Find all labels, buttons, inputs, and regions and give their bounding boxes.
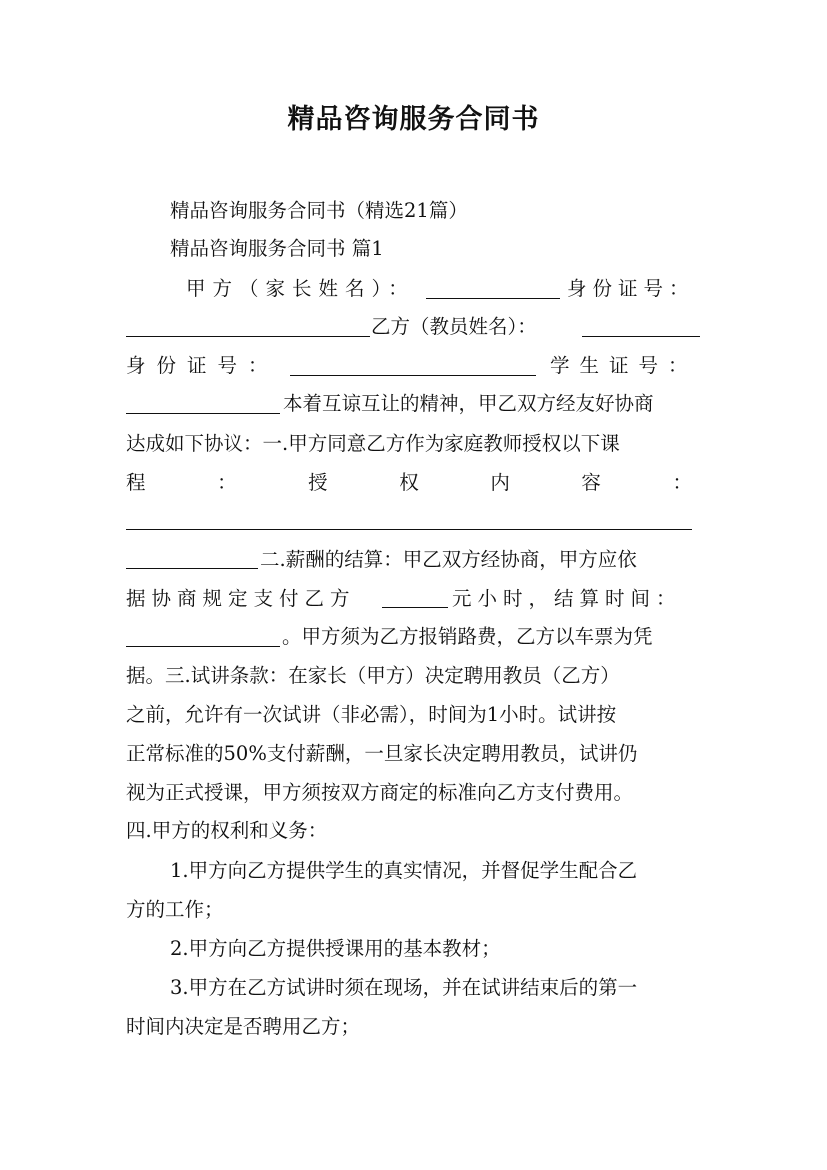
char: 授 — [308, 471, 328, 494]
list-item-continued: 方的工作； — [126, 898, 224, 921]
paragraph-line: 。甲方须为乙方报销路费，乙方以车票为凭 — [282, 625, 653, 648]
student-id-blank — [126, 413, 280, 414]
course-content-label — [126, 468, 692, 498]
char: 权 — [399, 471, 419, 494]
paragraph-line: 据。三.试讲条款：在家长（甲方）决定聘用教员（乙方） — [126, 664, 620, 687]
settlement-time-blank — [126, 646, 280, 647]
char: 内 — [490, 471, 510, 494]
paragraph-line: 之前，允许有一次试讲（非必需），时间为1小时。试讲按 — [126, 703, 617, 726]
party-b-id-blank — [290, 375, 536, 376]
section-heading: 四.甲方的权利和义务： — [126, 819, 328, 842]
party-b-name-blank — [582, 336, 700, 337]
char: 程 — [126, 471, 146, 494]
course-content-blank — [126, 529, 692, 530]
party-a-name-blank — [426, 298, 560, 299]
paragraph-line: 元小时，结算时间： — [452, 587, 682, 610]
hourly-rate-blank — [382, 607, 448, 608]
paragraph-line: 正常标准的50%支付薪酬，一旦家长决定聘用教员，试讲仍 — [126, 742, 638, 765]
list-item: 1.甲方向乙方提供学生的真实情况，并督促学生配合乙 — [170, 859, 638, 882]
list-item: 3.甲方在乙方试讲时须在现场，并在试讲结束后的第一 — [170, 976, 638, 999]
paragraph-line: 据协商规定支付乙方 — [126, 587, 356, 610]
paragraph-heading: 精品咨询服务合同书 篇1 — [170, 237, 384, 260]
party-a-id-blank — [126, 336, 370, 337]
student-id-label: 学生证号： — [550, 354, 698, 377]
document-title: 精品咨询服务合同书 — [287, 104, 540, 135]
course-content-blank-2 — [126, 568, 258, 569]
paragraph-line: 达成如下协议：一.甲方同意乙方作为家庭教师授权以下课 — [126, 432, 620, 455]
list-item-continued: 时间内决定是否聘用乙方； — [126, 1015, 361, 1038]
paragraph-subtitle: 精品咨询服务合同书（精选21篇） — [170, 199, 468, 222]
party-b-name-label: 乙方（教员姓名）： — [371, 315, 537, 338]
paragraph-line: 二.薪酬的结算：甲乙双方经协商，甲方应依 — [260, 548, 637, 571]
party-a-name-label: 甲方（家长姓名）： — [186, 277, 415, 300]
party-b-id-label: 身份证号： — [126, 354, 279, 377]
char: ： — [217, 471, 237, 494]
paragraph-line: 视为正式授课，甲方须按双方商定的标准向乙方支付费用。 — [126, 781, 634, 804]
char: 容 — [581, 471, 601, 494]
list-item: 2.甲方向乙方提供授课用的基本教材； — [170, 937, 501, 960]
paragraph-line: 本着互谅互让的精神，甲乙双方经友好协商 — [283, 392, 654, 415]
char: ： — [672, 471, 692, 494]
party-a-id-label: 身份证号： — [567, 277, 695, 300]
